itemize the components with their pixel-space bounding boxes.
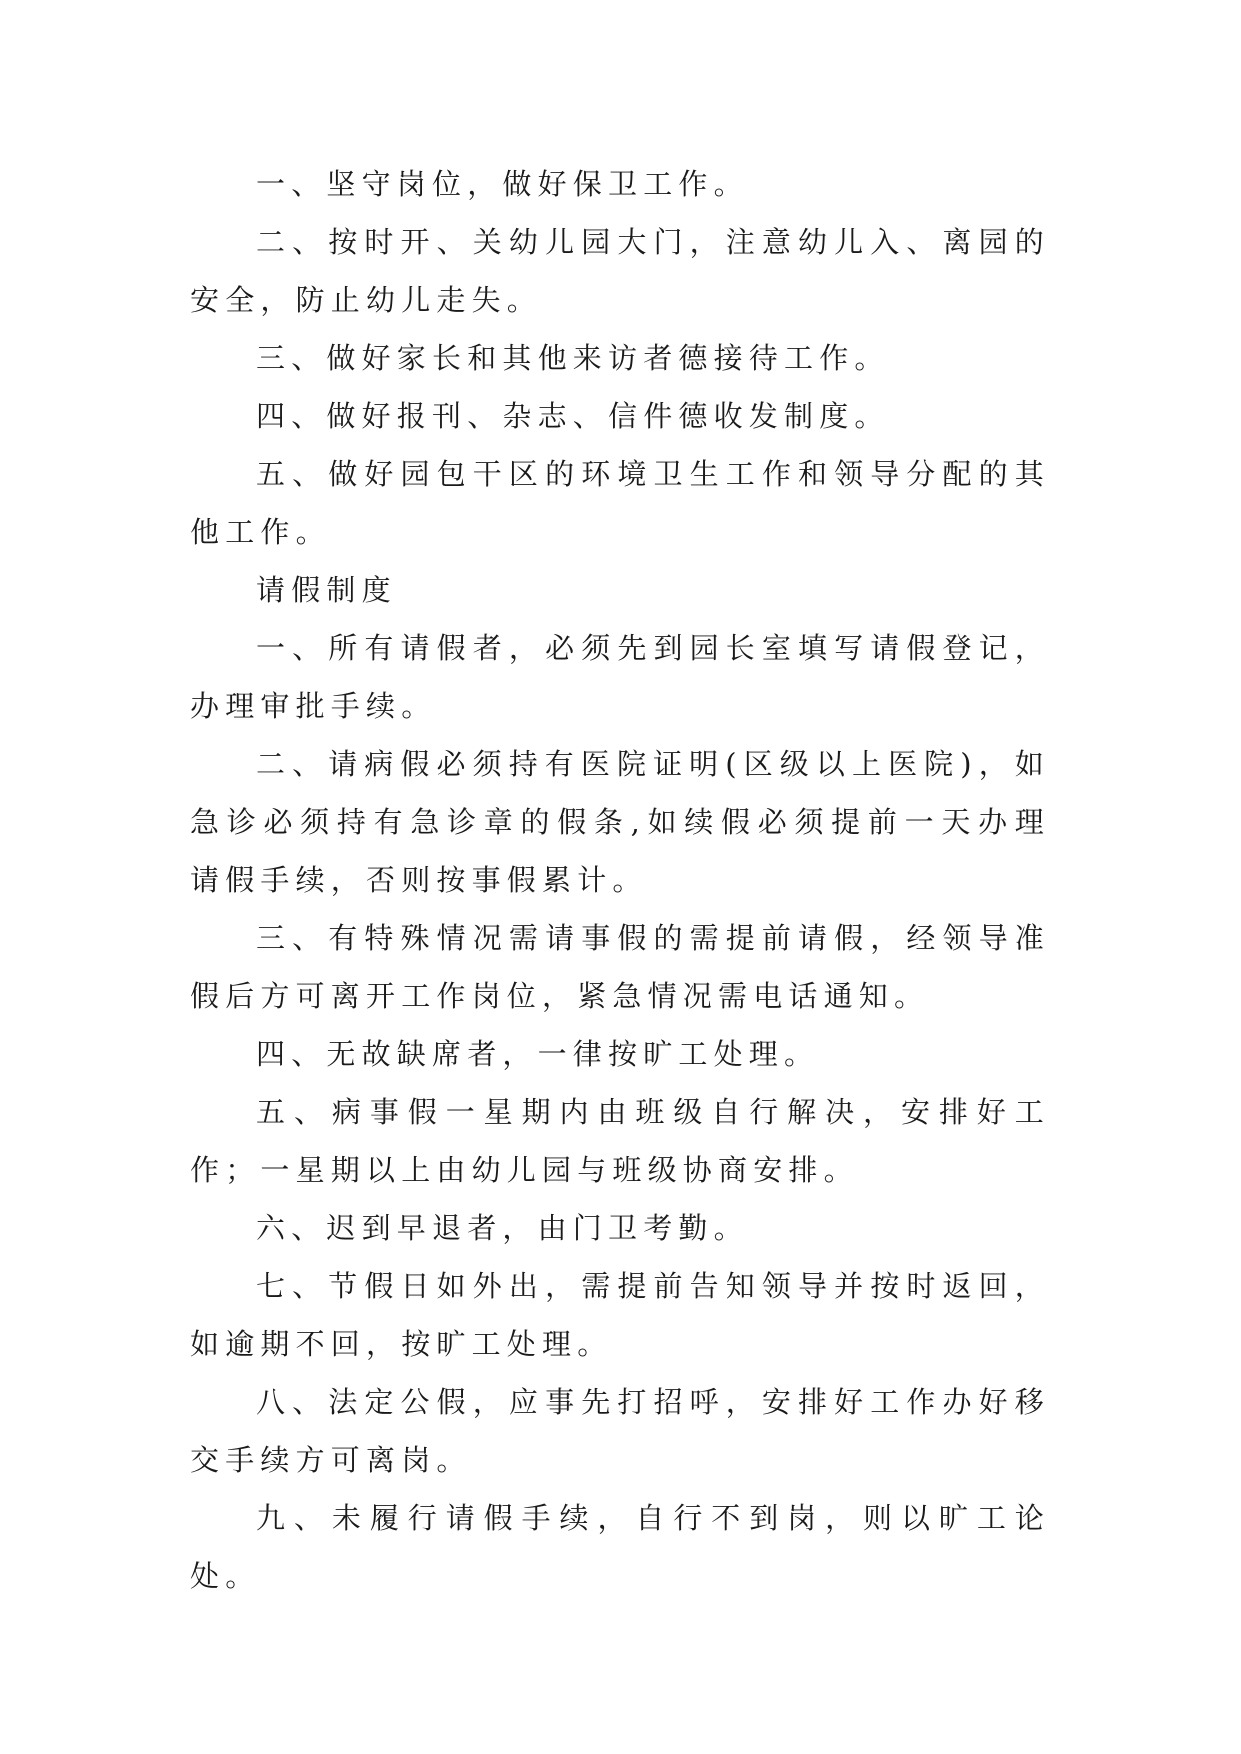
paragraph-leave-rule-1: 一、所有请假者，必须先到园长室填写请假登记，办理审批手续。 [190, 631, 1050, 723]
paragraph-leave-rule-2: 二、请病假必须持有医院证明(区级以上医院)，如急诊必须持有急诊章的假条,如续假必须提前一天办理请假手续，否则按事假累计。 [190, 747, 1050, 897]
paragraph-guard-duty-1: 一、坚守岗位，做好保卫工作。 [256, 167, 749, 201]
paragraph-leave-rule-4: 四、无故缺席者，一律按旷工处理。 [256, 1037, 820, 1071]
paragraph-leave-rule-5: 五、病事假一星期内由班级自行解决，安排好工作；一星期以上由幼儿园与班级协商安排。 [190, 1095, 1050, 1187]
section-heading-leave-policy: 请假制度 [256, 573, 397, 607]
paragraph-leave-rule-9: 九、未履行请假手续，自行不到岗，则以旷工论处。 [190, 1501, 1050, 1593]
paragraph-guard-duty-4: 四、做好报刊、杂志、信件德收发制度。 [256, 399, 890, 433]
paragraph-leave-rule-3: 三、有特殊情况需请事假的需提前请假，经领导准假后方可离开工作岗位，紧急情况需电话通知。 [190, 921, 1050, 1013]
paragraph-leave-rule-8: 八、法定公假，应事先打招呼，安排好工作办好移交手续方可离岗。 [190, 1385, 1050, 1477]
paragraph-guard-duty-5: 五、做好园包干区的环境卫生工作和领导分配的其他工作。 [190, 457, 1050, 549]
paragraph-guard-duty-2: 二、按时开、关幼儿园大门，注意幼儿入、离园的安全，防止幼儿走失。 [190, 225, 1050, 317]
paragraph-guard-duty-3: 三、做好家长和其他来访者德接待工作。 [256, 341, 890, 375]
paragraph-leave-rule-6: 六、迟到早退者，由门卫考勤。 [256, 1211, 749, 1245]
paragraph-leave-rule-7: 七、节假日如外出，需提前告知领导并按时返回，如逾期不回，按旷工处理。 [190, 1269, 1050, 1361]
document-body [190, 155, 1050, 1605]
